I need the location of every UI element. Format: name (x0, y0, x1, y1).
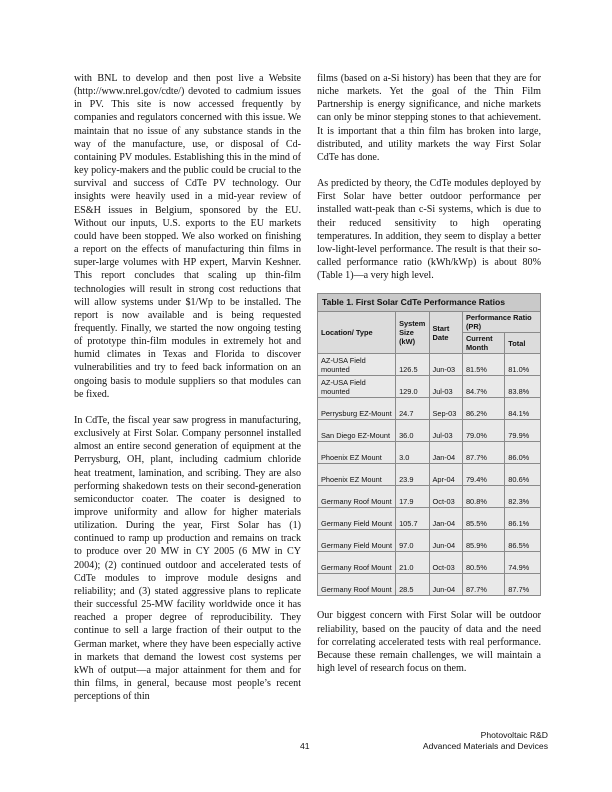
table-row (318, 508, 541, 530)
cell-system-size: 21.0 (396, 552, 429, 574)
table-row (318, 420, 541, 442)
cell-system-size: 24.7 (396, 398, 429, 420)
cell-total: 86.5% (505, 530, 541, 552)
header-system-size: System Size (kW) (396, 312, 429, 354)
footer-section-title: Photovoltaic R&D (480, 730, 548, 740)
header-current-month: Current Month (462, 333, 504, 354)
cell-start-date: Jun-04 (429, 574, 462, 596)
cell-system-size: 36.0 (396, 420, 429, 442)
performance-table-wrap (317, 293, 541, 596)
cell-total: 80.6% (505, 464, 541, 486)
header-location: Location/ Type (318, 312, 396, 354)
cell-system-size: 105.7 (396, 508, 429, 530)
right-column (317, 72, 541, 675)
page-number: 41 (300, 741, 310, 751)
cell-current-month: 85.9% (462, 530, 504, 552)
left-paragraph-1: with BNL to develop and then post live a Website (http://www.nrel.gov/cdte/) devoted to cadmium issues in PV. This site is now accessed frequently by companies and regulators concerned with this issue. We maintain that no issue of any substance stands in the way of the manufacture, use, or disposal of Cd-containing PV modules. Establishing this in the mind of key policy-makers and the public could be crucial to the survival and success of CdTe PV technology. Our insights were heavily used in a mid-year review of ES&H issues in Belgium, sponsored by the EU. Without our inputs, U.S. exports to the EU markets could have been stopped. We also worked on finishing a report on the effects of manufacturing thin films in super-large volumes with HP expert, Marvin Keshner. This report concludes that scaling up thin-film technologies will result in strong cost reductions that will allow systems under $1/Wp to be installed. The report is now available and is being requested frequently. Finally, we started the now ongoing testing of prototype thin-film modules in extremely hot and humid climates in Texas and Florida to discover vulnerabilities and try to feed back information on an ongoing basis to module suppliers so that modules can be fixed. (74, 73, 301, 400)
cell-location: AZ-USA Field mounted (318, 354, 396, 376)
cell-current-month: 85.5% (462, 508, 504, 530)
cell-system-size: 126.5 (396, 354, 429, 376)
cell-system-size: 97.0 (396, 530, 429, 552)
cell-location: San Diego EZ-Mount (318, 420, 396, 442)
cell-total: 84.1% (505, 398, 541, 420)
table-row (318, 574, 541, 596)
cell-start-date: Jun-04 (429, 530, 462, 552)
table-caption: Table 1. First Solar CdTe Performance Ratios (318, 294, 541, 312)
cell-total: 83.8% (505, 376, 541, 398)
table-row (318, 464, 541, 486)
table-row (318, 376, 541, 398)
table-row (318, 530, 541, 552)
table-body (318, 354, 541, 596)
cell-current-month: 79.4% (462, 464, 504, 486)
right-paragraph-2: As predicted by theory, the CdTe modules deployed by First Solar have better outdoor performance per installed watt-peak than c-Si systems, which is due to their reduced sensitivity to high operating temperatures. In addition, they seem to display a better low-light-level performance. The result is that their so-called performance ratio (kWh/kWp) is about 80% (Table 1)—a very high level. (317, 178, 541, 282)
cell-current-month: 87.7% (462, 574, 504, 596)
cell-system-size: 129.0 (396, 376, 429, 398)
cell-location: Germany Field Mount (318, 508, 396, 530)
cell-location: Germany Roof Mount (318, 486, 396, 508)
running-footer (380, 730, 548, 751)
cell-current-month: 80.8% (462, 486, 504, 508)
cell-start-date: Jan-04 (429, 442, 462, 464)
table-row (318, 552, 541, 574)
cell-location: Phoenix EZ Mount (318, 442, 396, 464)
cell-current-month: 80.5% (462, 552, 504, 574)
right-paragraph-1: films (based on a-Si history) has been that they are for niche markets. Yet the goal of the Thin Film Partnership is energy significance, and niche markets can only be minor stepping stones to that achievement. It is important that a thin film has broken into large, distributed, and utility markets the way First Solar CdTe has done. (317, 73, 541, 163)
left-column (74, 72, 301, 703)
cell-current-month: 81.5% (462, 354, 504, 376)
cell-total: 87.7% (505, 574, 541, 596)
cell-start-date: Oct-03 (429, 486, 462, 508)
cell-start-date: Jan-04 (429, 508, 462, 530)
cell-start-date: Oct-03 (429, 552, 462, 574)
cell-total: 86.0% (505, 442, 541, 464)
cell-total: 74.9% (505, 552, 541, 574)
left-paragraph-2: In CdTe, the fiscal year saw progress in manufacturing, exclusively at First Solar. Company personnel installed almost an entire second generation of equipment at the Perrysburg, OH, plant, including cadmium chloride heat treatment, lamination, and scribing. They are also performing shakedown tests on their second-generation semiconductor coater. The coater is designed to improve uniformity and allow for higher materials utilization. During the year, First Solar has (1) continued to ramp up production and remains on track to produce over 20 MW in CY 2005 (6 MW in CY 2004); (2) continued outdoor and accelerated tests of CdTe modules to improve module designs and reliability; and (3) stated aggressive plans to replicate their successful 25-MW facility worldwide once it has reached a proper degree of reproducibility. They continue to sell a large fraction of their output to the German market, where they have been especially active in markets that demand the lowest cost systems per kWh of output—a major attainment for them and for thin films, in general, because most people’s recent perceptions of thin (74, 414, 301, 703)
cell-location: Germany Roof Mount (318, 552, 396, 574)
header-start-date: Start Date (429, 312, 462, 354)
cell-current-month: 87.7% (462, 442, 504, 464)
cell-current-month: 79.0% (462, 420, 504, 442)
cell-start-date: Apr-04 (429, 464, 462, 486)
header-performance-ratio: Performance Ratio (PR) (462, 312, 540, 333)
cell-location: Perrysburg EZ-Mount (318, 398, 396, 420)
cell-total: 81.0% (505, 354, 541, 376)
cell-total: 82.3% (505, 486, 541, 508)
cell-system-size: 28.5 (396, 574, 429, 596)
right-paragraph-3: Our biggest concern with First Solar will be outdoor reliability, based on the paucity of data and the need for correlating accelerated tests with real performance. Because these remain challenges, we will maintain a high level of research focus on them. (317, 610, 541, 674)
cell-location: Germany Roof Mount (318, 574, 396, 596)
footer-subsection-title: Advanced Materials and Devices (422, 740, 548, 751)
cell-total: 79.9% (505, 420, 541, 442)
cell-total: 86.1% (505, 508, 541, 530)
cell-start-date: Jul-03 (429, 420, 462, 442)
cell-location: Germany Field Mount (318, 530, 396, 552)
cell-system-size: 23.9 (396, 464, 429, 486)
cell-current-month: 84.7% (462, 376, 504, 398)
cell-start-date: Jul-03 (429, 376, 462, 398)
header-total: Total (505, 333, 541, 354)
table-row (318, 486, 541, 508)
cell-location: AZ-USA Field mounted (318, 376, 396, 398)
cell-current-month: 86.2% (462, 398, 504, 420)
table-row (318, 398, 541, 420)
cell-system-size: 17.9 (396, 486, 429, 508)
cell-start-date: Sep-03 (429, 398, 462, 420)
cell-location: Phoenix EZ Mount (318, 464, 396, 486)
performance-ratio-table (317, 293, 541, 596)
cell-start-date: Jun-03 (429, 354, 462, 376)
table-row (318, 442, 541, 464)
table-row (318, 354, 541, 376)
cell-system-size: 3.0 (396, 442, 429, 464)
